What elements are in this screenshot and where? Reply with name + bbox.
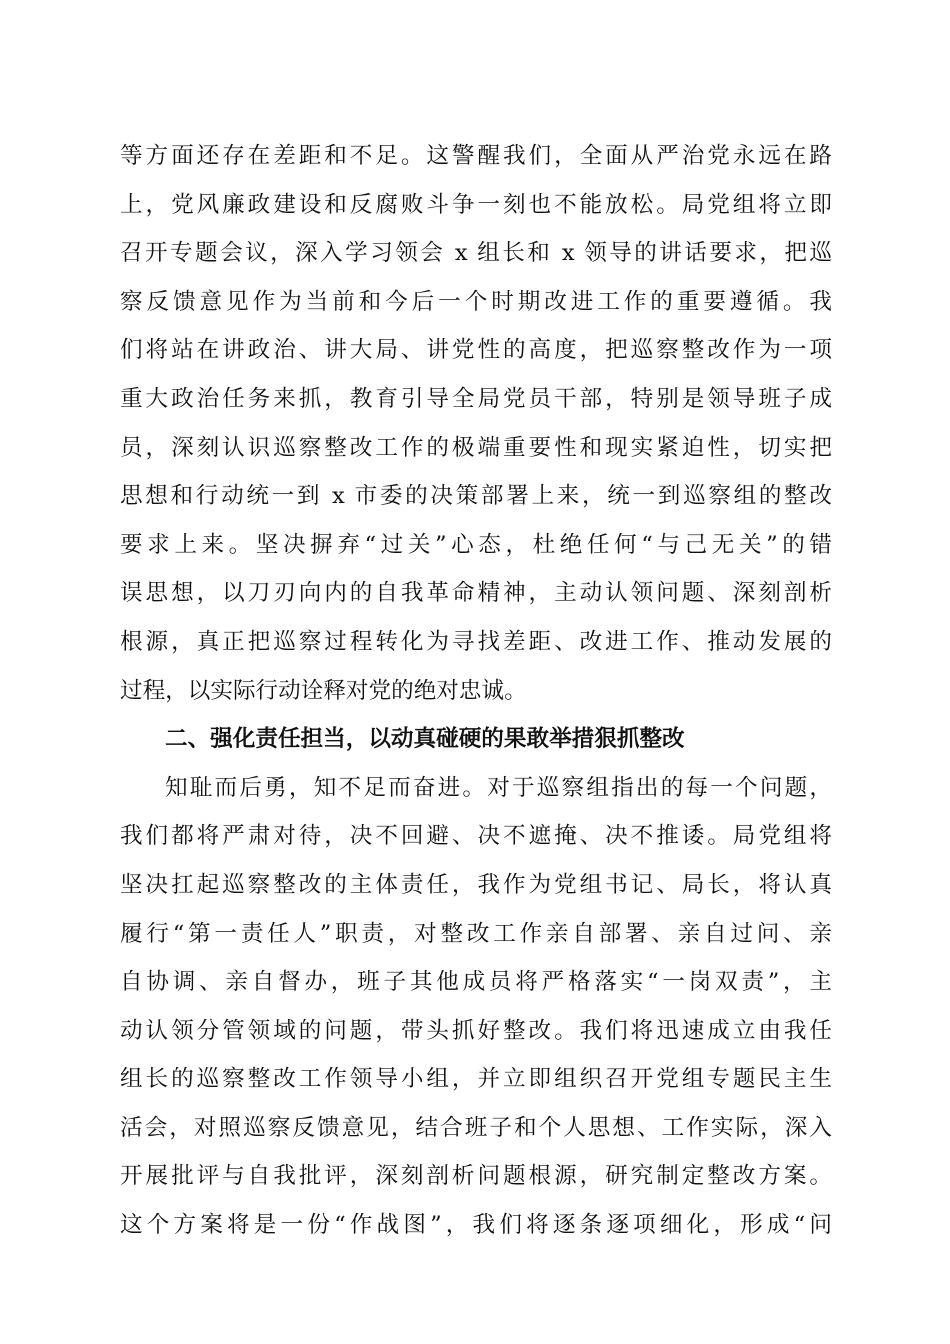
body-line: 动认领分管领域的问题，带头抓好整改。我们将迅速成立由我任 (120, 1017, 832, 1044)
body-line: 坚决扛起巡察整改的主体责任，我作为党组书记、局长，将认真 (120, 871, 832, 898)
body-line: 组长的巡察整改工作领导小组，并立即组织召开党组专题民主生 (120, 1066, 832, 1093)
body-line: 知耻而后勇，知不足而奋进。对于巡察组指出的每一个问题， (165, 774, 832, 801)
body-line-paragraph-end: 过程，以实际行动诠释对党的绝对忠诚。 (120, 677, 527, 704)
body-line: 误思想，以刀刃向内的自我革命精神，主动认领问题、深刻剖析 (120, 580, 832, 607)
body-line: 活会，对照巡察反馈意见，结合班子和个人思想、工作实际，深入 (120, 1114, 832, 1141)
body-line: 开展批评与自我批评，深刻剖析问题根源，研究制定整改方案。 (120, 1163, 832, 1190)
body-line: 根源，真正把巡察过程转化为寻找差距、改进工作、推动发展的 (120, 628, 832, 655)
body-line: 要求上来。坚决摒弃“过关”心态，杜绝任何“与己无关”的错 (120, 531, 832, 558)
body-line: 思想和行动统一到 x 市委的决策部署上来，统一到巡察组的整改 (120, 483, 832, 510)
body-line: 召开专题会议，深入学习领会 x 组长和 x 领导的讲话要求，把巡 (120, 240, 832, 267)
body-line: 察反馈意见作为当前和今后一个时期改进工作的重要遵循。我 (120, 288, 832, 315)
document-body (120, 132, 832, 1250)
body-line: 等方面还存在差距和不足。这警醒我们，全面从严治党永远在路 (120, 143, 832, 169)
body-line: 重大政治任务来抓，教育引导全局党员干部，特别是领导班子成 (120, 385, 832, 412)
body-line: 们将站在讲政治、讲大局、讲党性的高度，把巡察整改作为一项 (120, 337, 832, 364)
body-line: 员，深刻认识巡察整改工作的极端重要性和现实紧迫性，切实把 (120, 434, 832, 461)
body-line: 我们都将严肃对待，决不回避、决不遮掩、决不推诿。局党组将 (120, 823, 832, 850)
body-line: 这个方案将是一份“作战图”，我们将逐条逐项细化，形成“问 (120, 1212, 832, 1239)
section-heading: 二、强化责任担当，以动真碰硬的果敢举措狠抓整改 (165, 726, 685, 753)
body-line: 履行“第一责任人”职责，对整改工作亲自部署、亲自过问、亲 (120, 920, 832, 947)
body-line: 上，党风廉政建设和反腐败斗争一刻也不能放松。局党组将立即 (120, 191, 832, 218)
body-line: 自协调、亲自督办，班子其他成员将严格落实“一岗双责”，主 (120, 969, 832, 996)
